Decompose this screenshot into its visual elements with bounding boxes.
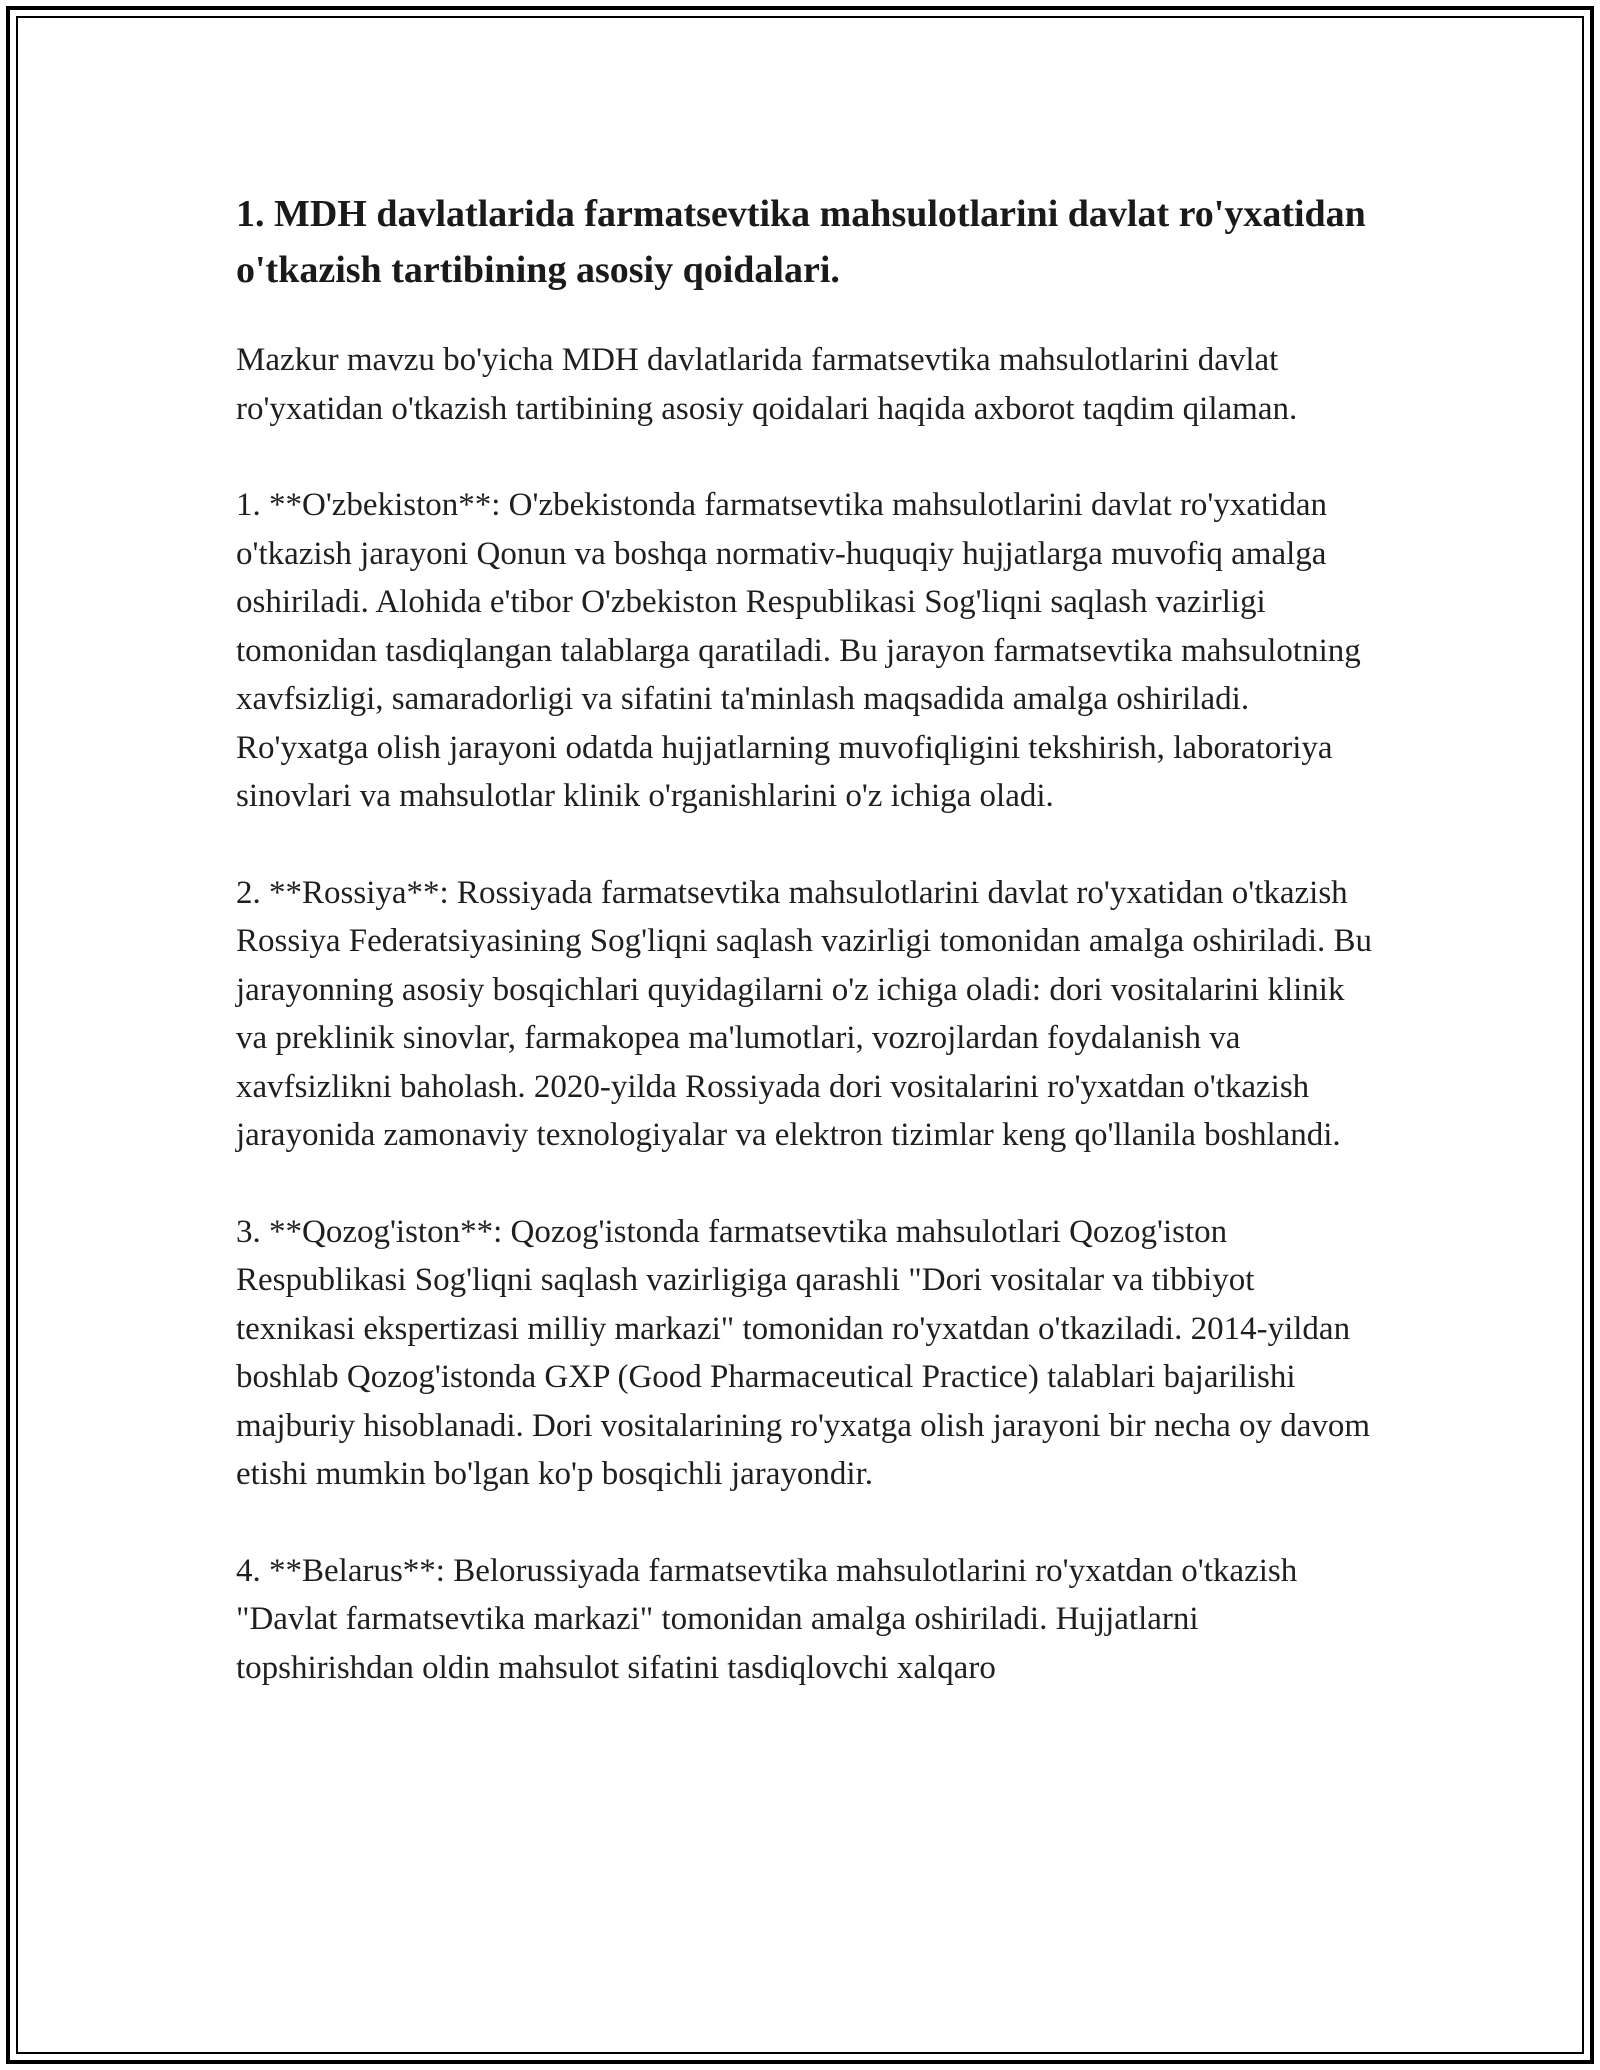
paragraph-belarus: 4. **Belarus**: Belorussiyada farmatsevtika mahsulotlarini ro'yxatdan o'tkazish "Davlat farmatsevtika markazi" tomonidan amalga oshiriladi. Hujjatlarni topshirishdan oldin mahsulot sifatini tasdiqlovchi xalqaro <box>236 1552 1298 1686</box>
document-content <box>236 186 1376 1740</box>
intro-paragraph: Mazkur mavzu bo'yicha MDH davlatlarida farmatsevtika mahsulotlarini davlat ro'yxatidan o'tkazish tartibining asosiy qoidalari haqida axborot taqdim qilaman. <box>236 342 1298 427</box>
paragraph-kazakhstan: 3. **Qozog'iston**: Qozog'istonda farmatsevtika mahsulotlari Qozog'iston Respublikasi Sog'liqni saqlash vazirligiga qarashli "Dori vositalar va tibbiyot texnikasi ekspertizasi milliy markazi" tomonidan ro'yxatdan o'tkaziladi. 2014-yildan boshlab Qozog'istonda GXP (Good Pharmaceutical Practice) talablari bajarilishi majburiy hisoblanadi. Dori vositalarining ro'yxatga olish jarayoni bir necha oy davom etishi mumkin bo'lgan ko'p bosqichli jarayondir. <box>236 1213 1371 1492</box>
document-title: 1. MDH davlatlarida farmatsevtika mahsulotlarini davlat ro'yxatidan o'tkazish tartibining asosiy qoidalari. <box>236 193 1366 291</box>
document-body <box>236 336 1376 1692</box>
paragraph-russia: 2. **Rossiya**: Rossiyada farmatsevtika mahsulotlarini davlat ro'yxatidan o'tkazish Rossiya Federatsiyasining Sog'liqni saqlash vazirligi tomonidan amalga oshiriladi. Bu jarayonning asosiy bosqichlari quyidagilarni o'z ichiga oladi: dori vositalarini klinik va preklinik sinovlar, farmakopea ma'lumotlari, vozrojlardan foydalanish va xavfsizlikni baholash. 2020-yilda Rossiyada dori vositalarini ro'yxatdan o'tkazish jarayonida zamonaviy texnologiyalar va elektron tizimlar keng qo'llanila boshlandi. <box>236 874 1373 1153</box>
paragraph-uzbekistan: 1. **O'zbekiston**: O'zbekistonda farmatsevtika mahsulotlarini davlat ro'yxatidan o'tkazish jarayoni Qonun va boshqa normativ-huquqiy hujjatlarga muvofiq amalga oshiriladi. Alohida e'tibor O'zbekiston Respublikasi Sog'liqni saqlash vazirligi tomonidan tasdiqlangan talablarga qaratiladi. Bu jarayon farmatsevtika mahsulotning xavfsizligi, samaradorligi va sifatini ta'minlash maqsadida amalga oshiriladi. Ro'yxatga olish jarayoni odatda hujjatlarning muvofiqligini tekshirish, laboratoriya sinovlari va mahsulotlar klinik o'rganishlarini o'z ichiga oladi. <box>236 487 1361 814</box>
